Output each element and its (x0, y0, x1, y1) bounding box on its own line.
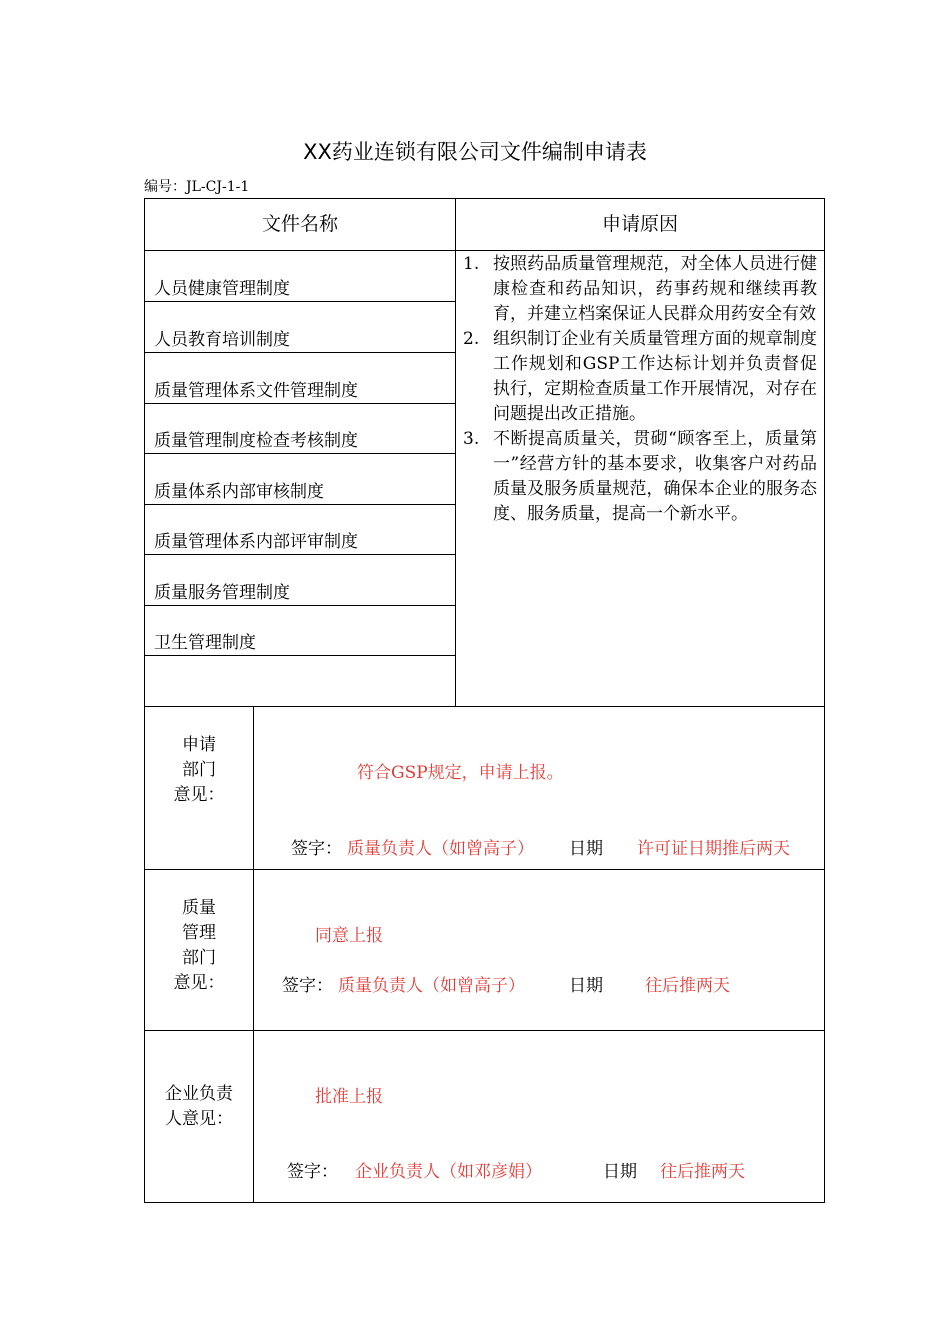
column-divider (455, 199, 456, 706)
document-row (145, 605, 455, 656)
section-divider (145, 706, 824, 707)
application-form (144, 198, 825, 1203)
leader-date-label: 日期 (603, 1162, 637, 1182)
dept-opinion-comment: 符合GSP规定，申请上报。 (357, 763, 564, 783)
document-row (145, 353, 455, 404)
document-name: 质量服务管理制度 (154, 583, 290, 603)
document-name: 质量体系内部审核制度 (154, 482, 324, 502)
reason-item (463, 327, 817, 427)
document-row (145, 403, 455, 454)
reason-item (463, 252, 817, 327)
leader-sign-label: 签字： (287, 1162, 338, 1182)
reason-item (463, 427, 817, 527)
document-name: 人员健康管理制度 (154, 279, 290, 299)
form-title: XX药业连锁有限公司文件编制申请表 (303, 140, 647, 164)
document-name: 质量管理体系内部评审制度 (154, 532, 358, 552)
document-row (145, 251, 455, 302)
quality-opinion-comment: 同意上报 (315, 926, 383, 946)
document-name: 人员教育培训制度 (154, 330, 290, 350)
document-row (145, 302, 455, 353)
dept-opinion-label: 申请 部门 意见： (173, 735, 225, 805)
quality-opinion-label: 质量 管理 部门 意见： (173, 898, 225, 993)
file-name-header: 文件名称 (261, 213, 338, 235)
section-divider (145, 869, 824, 870)
document-name: 质量管理体系文件管理制度 (154, 381, 358, 401)
reason-number: 2. (463, 329, 480, 349)
dept-date-value: 许可证日期推后两天 (637, 839, 790, 859)
quality-signer: 质量负责人（如曾高子） (338, 976, 525, 996)
document-row-empty (145, 656, 455, 706)
dept-date-label: 日期 (569, 839, 603, 859)
document-name: 卫生管理制度 (154, 633, 256, 653)
dept-signer: 质量负责人（如曾高子） (347, 839, 534, 859)
reason-text: 不断提高质量关，贯砌“顾客至上，质量第一”经营方针的基本要求，收集客户对药品质量及服务质量规范，确保本企业的服务态度、服务质量，提高一个新水平。 (493, 429, 817, 524)
quality-date-value: 往后推两天 (645, 976, 730, 996)
document-row (145, 555, 455, 606)
document-name: 质量管理制度检查考核制度 (154, 431, 358, 451)
document-row (145, 454, 455, 505)
leader-signer: 企业负责人（如邓彦娟） (355, 1162, 542, 1182)
section-divider (145, 1030, 824, 1031)
reason-header: 申请原因 (601, 213, 678, 235)
document-number: 编号：JL-CJ-1-1 (144, 179, 250, 195)
reason-text: 组织制订企业有关质量管理方面的规章制度工作规划和GSP工作达标计划并负责督促执行，定期检查质量工作开展情况，对存在问题提出改正措施。 (493, 329, 817, 424)
dept-sign-label: 签字： (291, 839, 342, 859)
leader-date-value: 往后推两天 (660, 1162, 745, 1182)
document-row (145, 504, 455, 555)
reason-number: 3. (463, 429, 480, 449)
reason-number: 1. (463, 254, 480, 274)
quality-date-label: 日期 (569, 976, 603, 996)
label-divider (253, 706, 254, 1202)
leader-opinion-label: 企业负责 人意见： (165, 1084, 233, 1129)
reason-list (463, 252, 817, 527)
leader-opinion-comment: 批准上报 (315, 1087, 383, 1107)
quality-sign-label: 签字： (282, 976, 333, 996)
reason-text: 按照药品质量管理规范，对全体人员进行健康检查和药品知识，药事药规和继续再教育，并建立档案保证人民群众用药安全有效 (493, 254, 817, 324)
